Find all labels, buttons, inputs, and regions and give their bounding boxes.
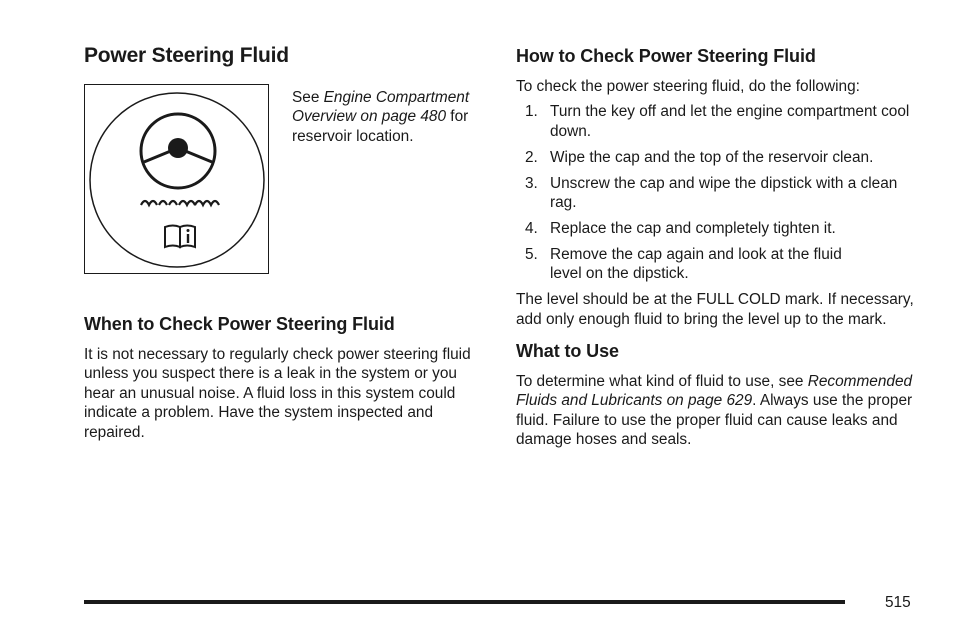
list-item	[516, 219, 926, 238]
step-text: Unscrew the cap and wipe the dipstick with a clean rag.	[550, 174, 898, 212]
what-to-use-text	[516, 372, 926, 450]
what-to-use-heading: What to Use	[516, 340, 619, 361]
when-to-check-heading: When to Check Power Steering Fluid	[84, 314, 395, 334]
left-column	[84, 44, 484, 442]
list-item	[516, 245, 926, 284]
step-number: 4.	[525, 219, 538, 237]
step-text: Turn the key off and let the engine compartment cool down.	[550, 103, 910, 140]
how-to-check-intro: To check the power steering fluid, do the following:	[516, 78, 860, 95]
fluid-level-text: The level should be at the FULL COLD mark. If necessary, add only enough fluid to bring the level up to the mark.	[516, 291, 914, 328]
step-text: Remove the cap again and look at the fluid level on the dipstick.	[550, 245, 842, 283]
list-item	[516, 102, 926, 141]
steps-list	[516, 102, 926, 283]
step-number: 2.	[525, 148, 538, 166]
engine-compartment-link[interactable]: Engine Compartment Overview on page 480	[292, 89, 470, 126]
footer-rule	[84, 600, 845, 604]
page-number: 515	[885, 594, 911, 611]
when-to-check-text: It is not necessary to regularly check power steering fluid unless you suspect there is a leak in the system or you hear an unusual noise. A fluid loss in this system could indicate a problem. Have the system inspected and repaired.	[84, 346, 471, 441]
how-to-check-heading: How to Check Power Steering Fluid	[516, 46, 816, 66]
see-suffix: for reservoir location.	[292, 108, 469, 145]
list-item	[516, 148, 926, 167]
step-number: 3.	[525, 174, 538, 192]
list-item	[516, 174, 926, 213]
see-prefix: See	[292, 89, 324, 106]
owner-manual-icon	[165, 226, 195, 248]
page-title: Power Steering Fluid	[84, 44, 289, 67]
right-column	[516, 46, 926, 450]
what-prefix: To determine what kind of fluid to use, see	[516, 372, 808, 390]
step-text: Wipe the cap and the top of the reservoir clean.	[550, 148, 874, 166]
figure-row	[84, 84, 484, 276]
step-number: 5.	[525, 245, 538, 263]
power-steering-fluid-symbol-icon	[85, 85, 267, 272]
what-suffix: . Always use the proper fluid. Failure to use the proper fluid can cause leaks and damage hoses and seals.	[516, 392, 913, 449]
power-steering-fluid-figure	[84, 84, 269, 274]
step-number: 1.	[525, 103, 538, 121]
step-text: Replace the cap and completely tighten it.	[550, 219, 836, 237]
recommended-fluids-link[interactable]: Recommended Fluids and Lubricants on page 629	[516, 372, 913, 410]
reservoir-location-note	[292, 88, 492, 146]
